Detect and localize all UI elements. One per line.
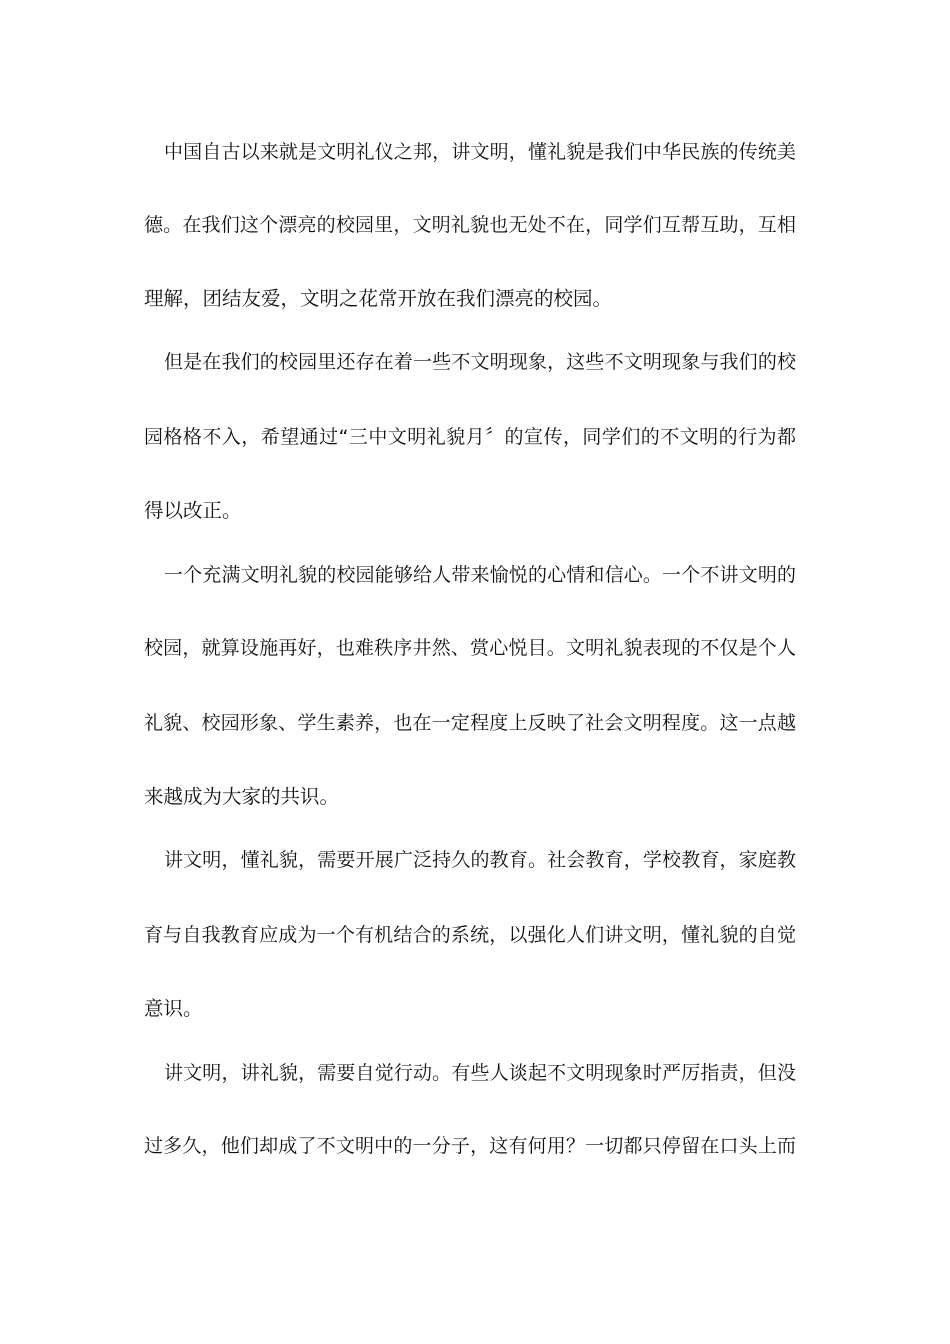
text-line: 园格格不入，希望通过“三中文明礼貌月〞的宣传，同学们的不文明的行为都 [144,426,796,448]
text-line: 但是在我们的校园里还存在着一些不文明现象，这些不文明现象与我们的校 [164,351,796,373]
text-line: 意识。 [144,997,203,1020]
text-line: 礼貌、校园形象、学生素养，也在一定程度上反映了社会文明程度。这一点越 [144,712,796,734]
text-line: 讲文明，懂礼貌，需要开展广泛持久的教育。社会教育，学校教育，家庭教 [164,849,796,871]
text-line: 得以改正。 [144,499,242,522]
text-line: 来越成为大家的共识。 [144,785,340,808]
text-line: 理解，团结友爱，文明之花常开放在我们漂亮的校园。 [144,287,613,310]
text-line: 德。在我们这个漂亮的校园里，文明礼貌也无处不在，同学们互帮互助，互相 [144,214,796,236]
text-line: 一个充满文明礼貌的校园能够给人带来愉悦的心情和信心。一个不讲文明的 [164,564,796,586]
text-line: 校园，就算设施再好，也难秩序井然、赏心悦目。文明礼貌表现的不仅是个人 [144,637,796,659]
text-line: 讲文明，讲礼貌，需要自觉行动。有些人谈起不文明现象时严厉指责，但没 [164,1062,796,1084]
text-line: 中国自古以来就是文明礼仪之邦，讲文明，懂礼貌是我们中华民族的传统美 [164,141,796,163]
text-line: 育与自我教育应成为一个有机结合的系统，以强化人们讲文明，懂礼貌的自觉 [144,924,796,946]
text-line: 过多久，他们却成了不文明中的一分子，这有何用？一切都只停留在口头上而 [144,1135,796,1157]
